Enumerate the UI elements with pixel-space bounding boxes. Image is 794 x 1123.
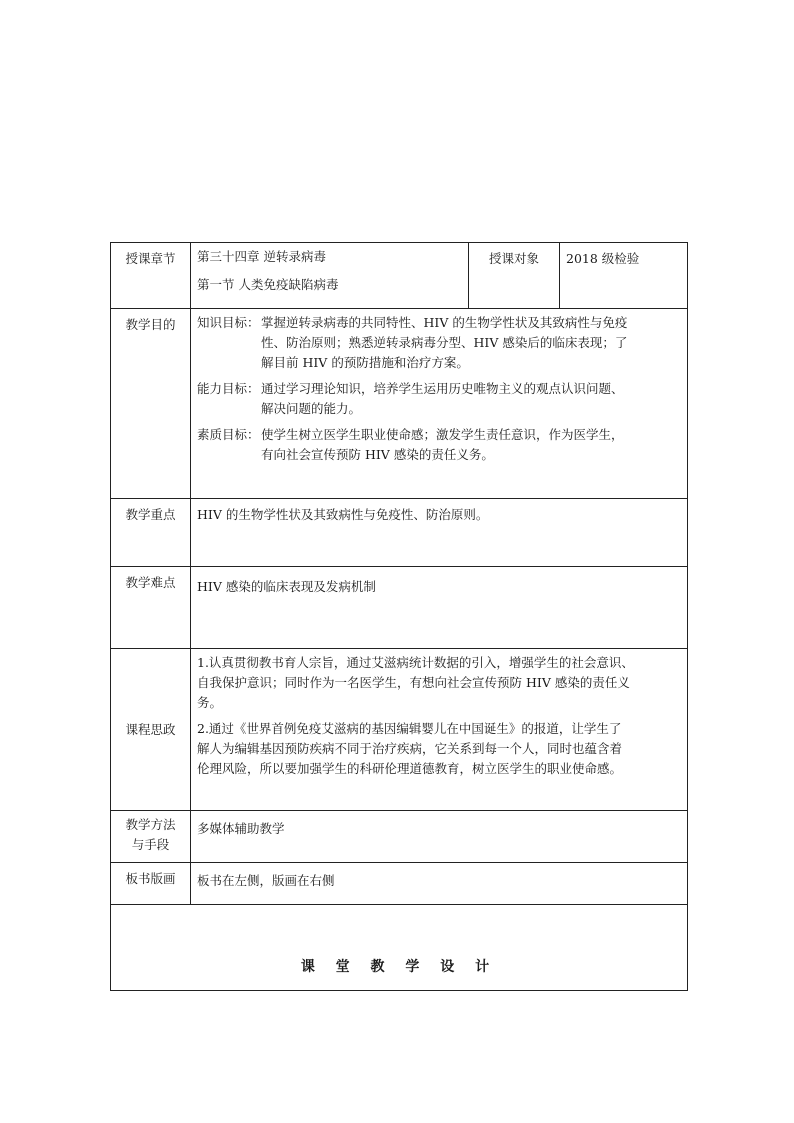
difficulties-label: 教学难点 bbox=[111, 567, 191, 649]
row-chapter bbox=[111, 243, 688, 309]
row-key-points bbox=[111, 499, 688, 567]
audience-label: 授课对象 bbox=[469, 243, 560, 309]
methods-label bbox=[111, 811, 191, 863]
ability-goal-head: 能力目标： bbox=[197, 381, 260, 396]
row-objectives bbox=[111, 309, 688, 499]
ideology-line: 伦理风险，所以要加强学生的科研伦理道德教育，树立医学生的职业使命感。 bbox=[197, 761, 623, 776]
chapter-cell bbox=[191, 243, 469, 309]
design-title: 课 堂 教 学 设 计 bbox=[111, 905, 688, 991]
audience-value: 2018 级检验 bbox=[560, 243, 688, 309]
quality-goal-head: 素质目标： bbox=[197, 427, 260, 442]
row-design-title bbox=[111, 905, 688, 991]
ideology-line: 自我保护意识；同时作为一名医学生，有想向社会宣传预防 HIV 感染的责任义 bbox=[197, 675, 630, 690]
section-title: 第一节 人类免疫缺陷病毒 bbox=[197, 277, 339, 292]
ideology-label: 课程思政 bbox=[111, 649, 191, 811]
lesson-plan-table bbox=[110, 242, 688, 991]
row-ideology bbox=[111, 649, 688, 811]
ideology-line: 解人为编辑基因预防疾病不同于治疗疾病，它关系到每一个人，同时也蕴含着 bbox=[197, 741, 623, 756]
ability-line: 解决问题的能力。 bbox=[261, 401, 362, 416]
chapter-title: 第三十四章 逆转录病毒 bbox=[197, 249, 326, 264]
ideology-line: 1.认真贯彻教书育人宗旨，通过艾滋病统计数据的引入，增强学生的社会意识、 bbox=[197, 655, 634, 670]
knowledge-goal bbox=[197, 313, 681, 373]
ability-line: 通过学习理论知识，培养学生运用历史唯物主义的观点认识问题、 bbox=[261, 381, 624, 396]
key-points-text: HIV 的生物学性状及其致病性与免疫性、防治原则。 bbox=[191, 499, 688, 567]
board-label: 板书版画 bbox=[111, 863, 191, 905]
knowledge-line: 性、防治原则；熟悉逆转录病毒分型、HIV 感染后的临床表现；了 bbox=[261, 335, 628, 350]
difficulties-text: HIV 感染的临床表现及发病机制 bbox=[191, 567, 688, 649]
row-difficulties bbox=[111, 567, 688, 649]
ideology-content bbox=[191, 649, 688, 811]
ideology-line: 2.通过《世界首例免疫艾滋病的基因编辑婴儿在中国诞生》的报道，让学生了 bbox=[197, 721, 622, 736]
quality-line: 有向社会宣传预防 HIV 感染的责任义务。 bbox=[261, 447, 494, 462]
chapter-label: 授课章节 bbox=[111, 243, 191, 309]
key-points-label: 教学重点 bbox=[111, 499, 191, 567]
row-board bbox=[111, 863, 688, 905]
knowledge-line: 解目前 HIV 的预防措施和治疗方案。 bbox=[261, 355, 469, 370]
board-text: 板书在左侧，版画在右侧 bbox=[191, 863, 688, 905]
objectives-label: 教学目的 bbox=[111, 309, 191, 499]
knowledge-goal-head: 知识目标： bbox=[197, 315, 260, 330]
methods-text: 多媒体辅助教学 bbox=[191, 811, 688, 863]
ideology-line: 务。 bbox=[197, 695, 223, 710]
knowledge-line: 掌握逆转录病毒的共同特性、HIV 的生物学性状及其致病性与免疫 bbox=[261, 315, 628, 330]
ability-goal bbox=[197, 379, 681, 419]
ideology-paragraph-2 bbox=[197, 719, 681, 779]
methods-label-line: 与手段 bbox=[131, 837, 170, 852]
row-methods bbox=[111, 811, 688, 863]
ideology-paragraph-1 bbox=[197, 653, 681, 713]
quality-goal bbox=[197, 425, 681, 465]
methods-label-line: 教学方法 bbox=[125, 817, 176, 832]
objectives-content bbox=[191, 309, 688, 499]
quality-line: 使学生树立医学生职业使命感；激发学生责任意识，作为医学生， bbox=[261, 427, 624, 442]
